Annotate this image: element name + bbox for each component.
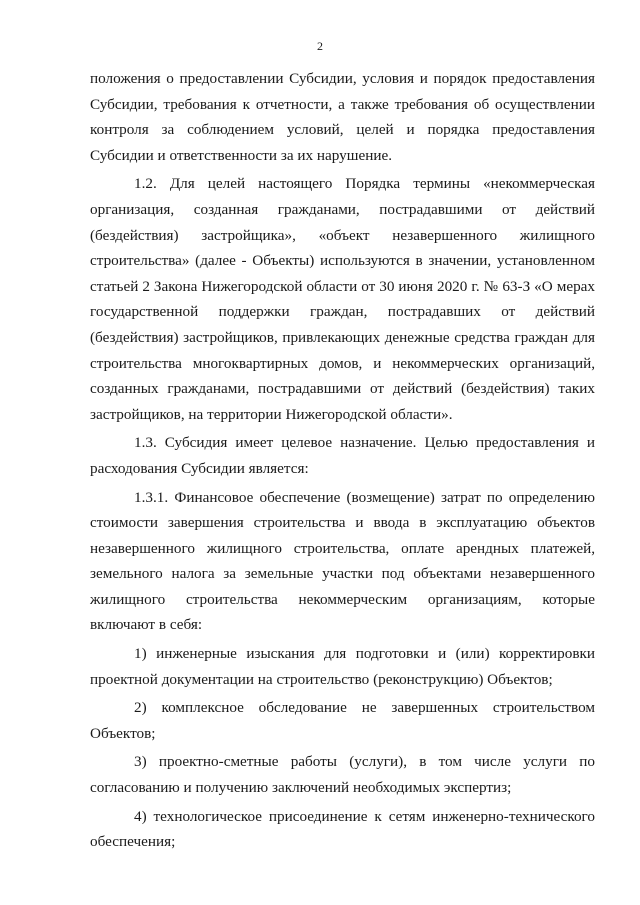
list-item-4: 4) технологическое присоединение к сетям инженерно-технического обеспечения; xyxy=(90,807,595,851)
paragraph-continuation: положения о предоставлении Субсидии, условия и порядок предоставления Субсидии, требования к отчетности, а также требования об осуществлении контроля за соблюдением условий, целей и порядка предоставления Субсидии и ответственности за их нарушение. xyxy=(90,70,595,164)
page-number: 2 xyxy=(317,39,323,53)
list-item-3: 3) проектно-сметные работы (услуги), в том числе услуги по согласованию и получению заключений необходимых экспертиз; xyxy=(90,753,595,797)
document-body xyxy=(90,66,595,855)
list-item-1: 1) инженерные изыскания для подготовки и (или) корректировки проектной документации на строительство (реконструкцию) Объектов; xyxy=(90,645,595,688)
paragraph-1-2: 1.2. Для целей настоящего Порядка термины «некоммерческая организация, созданная гражданами, пострадавшими от действий (бездействия) застройщика», «объект незавершенного жилищного строительства» (далее - Объекты) используются в значении, установленном статьей 2 Закона Нижегородской области от 30 июня 2020 г. № 63-З «О мерах государственной поддержки граждан, пострадавших от действий (бездействия) застройщиков, привлекающих денежные средства граждан для строительства многоквартирных домов, и некоммерческих организаций, созданных гражданами, пострадавшими от действий (бездействия) таких застройщиков, на территории Нижегородской области». xyxy=(90,175,595,423)
paragraph-1-3: 1.3. Субсидия имеет целевое назначение. Целью предоставления и расходования Субсидии является: xyxy=(90,434,595,477)
paragraph-1-3-1: 1.3.1. Финансовое обеспечение (возмещение) затрат по определению стоимости завершения строительства и ввода в эксплуатацию объектов незавершенного жилищного строительства, оплате арендных платежей, земельного налога за земельные участки под объектами незавершенного жилищного строительства некоммерческим организациям, которые включают в себя: xyxy=(90,488,595,634)
list-item-2: 2) комплексное обследование не завершенных строительством Объектов; xyxy=(90,699,595,742)
